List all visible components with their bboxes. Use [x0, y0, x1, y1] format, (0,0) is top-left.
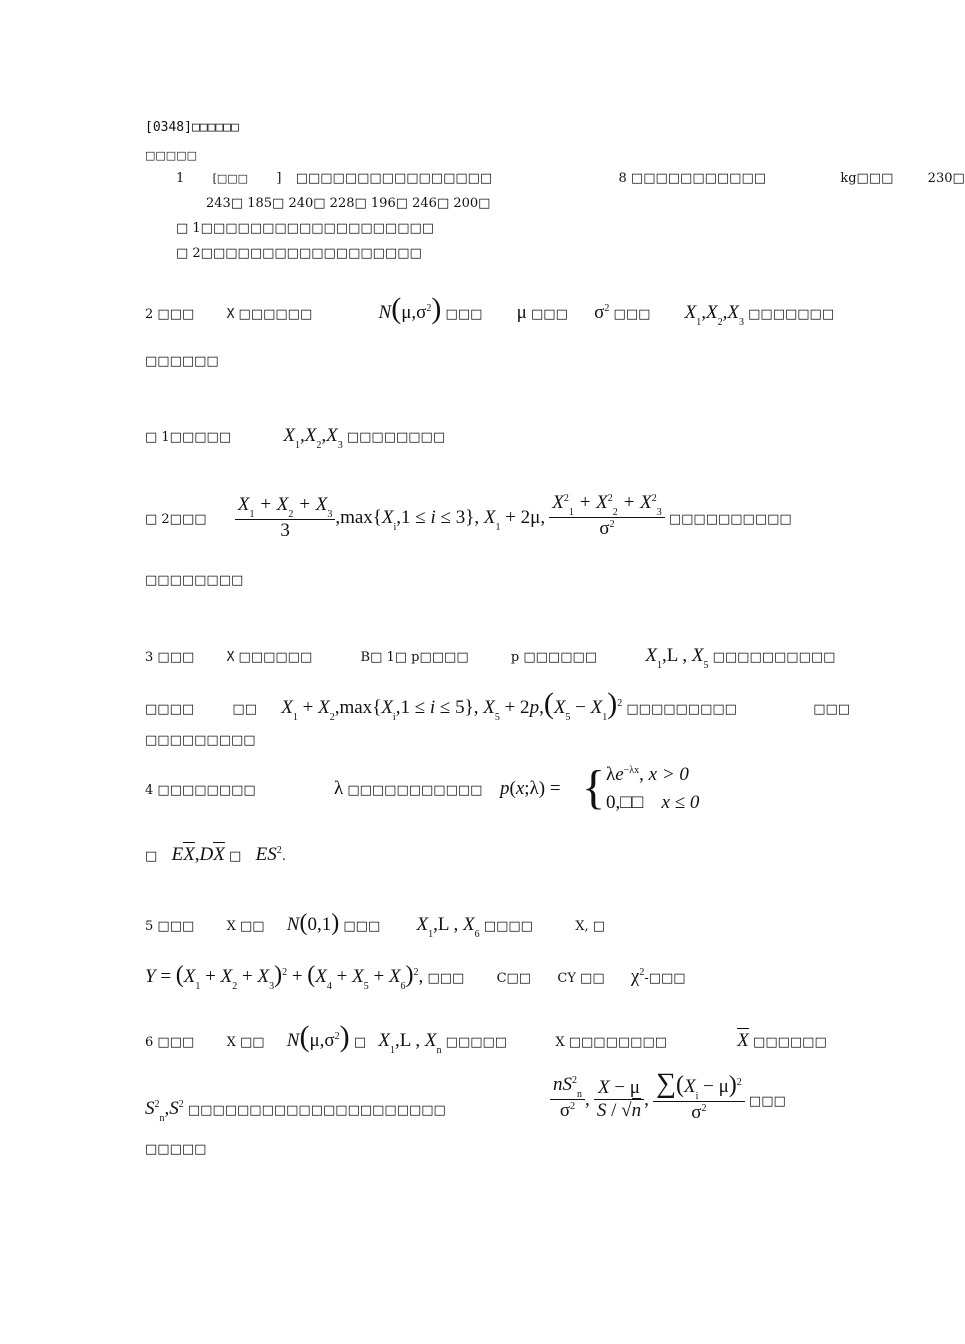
q4-line2: □ EX,DX □ $ES^2$.: [145, 844, 286, 865]
q2-number: 2: [145, 307, 154, 322]
q5-line2: $Y = (X_1 + X_2 + X_3)^2 + (X_4 + X_5 + X_6)^2$, □□□ C□□ CY □□ $\chi^2-□□□$: [145, 962, 686, 992]
q6-number: 6: [145, 1035, 154, 1050]
q5-number: 5: [145, 919, 154, 934]
q2-part2: □ 2□□□ $\frac{X_1 + X_2 + X_3}{3}$ $,\max\{X_i,1 \le i \le 3\}$, $X_1 + 2\mu$, $\frac{X^2_1 + X^2_2 + X^2_3}{\sigma^2}$ □□□□□□□□□□: [145, 494, 792, 545]
q5-line1: 5 □□□ X □□ N(0,1) □□□ $X_1,L$ , $X_6$ □□□□ X, □: [145, 910, 606, 940]
doc-header: [145, 120, 239, 136]
course-title: □□□□□□: [191, 120, 239, 135]
q3-number: 3: [145, 650, 154, 665]
q2-square-fraction: $\frac{X^2_1 + X^2_2 + X^2_3}{\sigma^2}$: [549, 492, 664, 543]
q1-sub2: □ 2□□□□□□□□□□□□□□□□□□: [176, 246, 422, 261]
q4-density: p(x;λ) = { $\lambda e^{-\lambda x}$, x > 0 0,□□ x ≤ 0: [500, 761, 700, 814]
q6-line2: $S^2_n,S^2$ □□□□□□□□□□□□□□□□□□□□□: [145, 1098, 446, 1124]
q6-line1: 6 □□□ X □□ $N(\mu,\sigma^2)$ □ $X_1,L$ , $X_n$ □□□□□ X □□□□□□□□ X □□□□□□: [145, 1020, 827, 1056]
q3-line1: 3 □□□ X □□□□□□ B□ 1□ p□□□□ p □□□□□□ $X_1,L$ , $X_5$ □□□□□□□□□□: [145, 645, 836, 671]
q6-line3: □□□□□: [145, 1142, 207, 1157]
q3-statistics: $X_1 + X_2,\max\{X_i,1 \le i \le 5\}$, $X_5 + 2p,(X_5 - X_1)^2$: [281, 687, 623, 723]
q4-line1: 4 □□□□□□□□ λ □□□□□□□□□□□: [145, 778, 483, 799]
q2-line1: 2 □□□ X □□□□□□ $N(\mu,\sigma^2)$ □□□ μ □□□ $\sigma^2$ □□□ $X_1,X_2,X_3$ □□□□□□□: [145, 292, 835, 328]
q2-normal-dist: $N(\mu,\sigma^2)$: [378, 292, 442, 325]
q3-line3: □□□□□□□□□: [145, 733, 256, 748]
q1-count: 8: [618, 171, 627, 186]
q3-sample: $X_1,L$ , $X_5$: [645, 645, 709, 671]
q1-line1: [176, 171, 965, 187]
q1-text2: □□□□□□□□□□□: [630, 171, 767, 186]
q1-values: 243□ 185□ 240□ 228□ 196□ 246□ 200□: [206, 196, 491, 211]
q1-sub1: □ 1□□□□□□□□□□□□□□□□□□□: [176, 221, 435, 236]
q3-line2: □□□□ □□ $X_1 + X_2,\max\{X_i,1 \le i \le 5\}$, $X_5 + 2p,(X_5 - X_1)^2$ □□□□□□□□□ □□□: [145, 687, 851, 723]
q2-part2-line2: □□□□□□□□: [145, 573, 244, 588]
q6-statistics: $\frac{nS^2_n}{\sigma^2}$ , $\frac{X - \mu}{S / √n}$ , $\frac{\sum(X_i - \mu)^2}{\sigma^2}$ □□□: [550, 1060, 786, 1142]
q1-text1: □□□□□□□□□□□□□□□□: [295, 171, 493, 186]
q5-y-definition: $Y = (X_1 + X_2 + X_3)^2 + (X_4 + X_5 + X_6)^2$,: [145, 962, 424, 992]
q1-unit: kg□□□: [840, 171, 894, 186]
q2-sample: $X_1,X_2,X_3$: [684, 302, 744, 328]
q1-bracket-close: ]: [276, 171, 282, 186]
q1-number: 1: [176, 171, 185, 186]
q2-part1: □ 1□□□□□ $X_1,X_2,X_3$ □□□□□□□□: [145, 425, 446, 451]
q4-number: 4: [145, 783, 154, 798]
q2-mean-fraction: $\frac{X_1 + X_2 + X_3}{3}$: [235, 494, 335, 542]
q1-first-value: 230□: [927, 171, 965, 186]
course-code: [0348]: [145, 120, 192, 135]
section-label: □□□□□: [145, 149, 197, 162]
q1-bracket-open: [□□□: [212, 172, 249, 185]
q2-line2: □□□□□□: [145, 354, 219, 369]
